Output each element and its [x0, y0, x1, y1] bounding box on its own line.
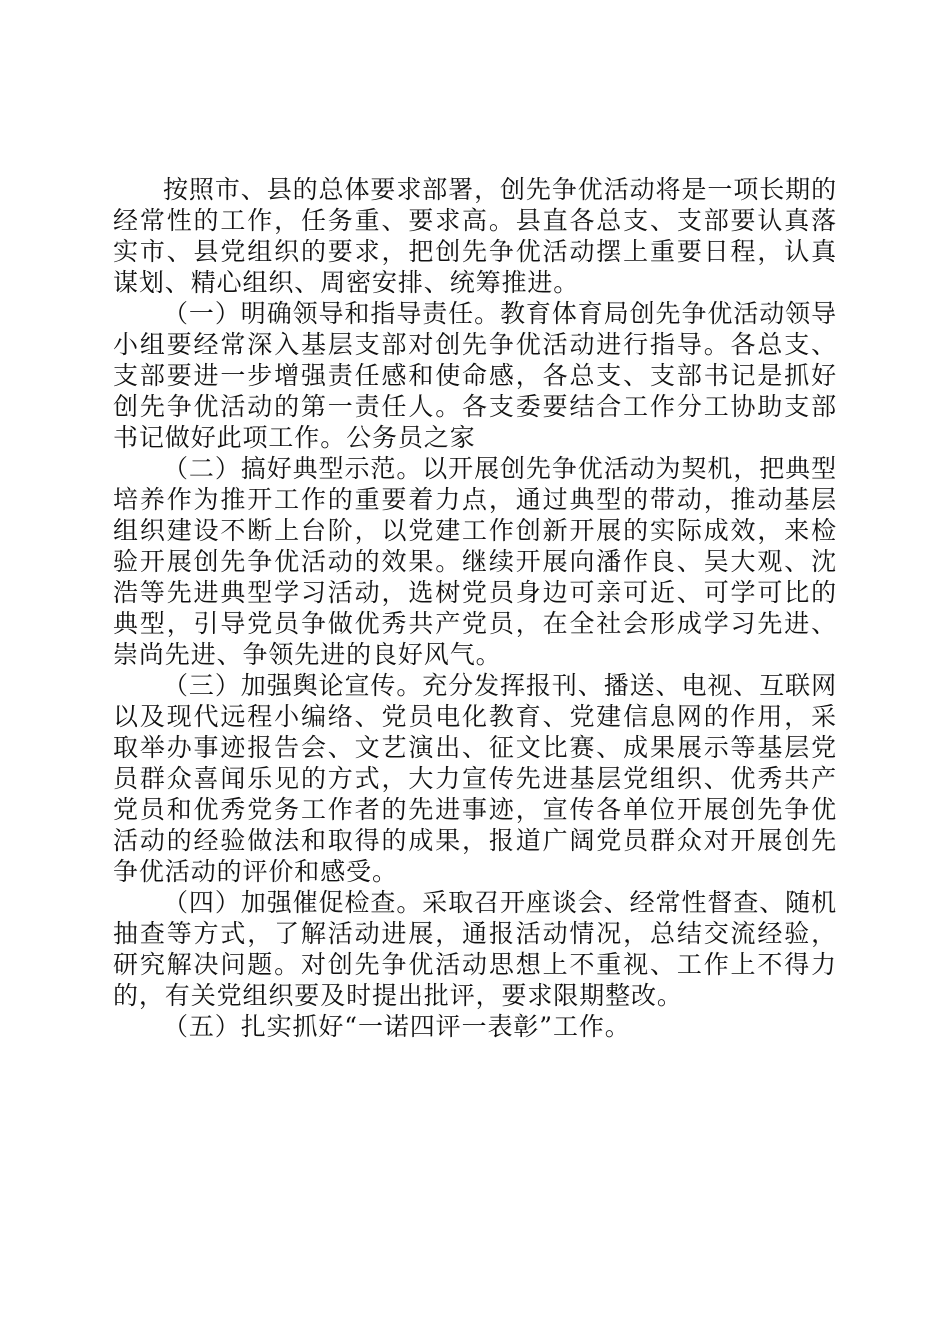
paragraph-typical-demonstration: （二）搞好典型示范。以开展创先争优活动为契机，把典型培养作为推开工作的重要着力点，通过典型的带动，推动基层组织建设不断上台阶，以党建工作创新开展的实际成效，来检验开展创先争优活动的效果。继续开展向潘作良、吴大观、沈浩等先进典型学习活动，选树党员身边可亲可近、可学可比的典型，引导党员争做优秀共产党员，在全社会形成学习先进、崇尚先进、争领先进的良好风气。 [113, 454, 837, 669]
document-body [113, 174, 837, 1042]
paragraph-commitment-evaluation: （五）扎实抓好“一诺四评一表彰”工作。 [163, 1012, 631, 1041]
paragraph-supervision-inspection: （四）加强催促检查。采取召开座谈会、经常性督查、随机抽查等方式，了解活动进展，通报活动情况，总结交流经验，研究解决问题。对创先争优活动思想上不重视、工作上不得力的，有关党组织要及时提出批评，要求限期整改。 [113, 888, 837, 1010]
paragraph-public-opinion: （三）加强舆论宣传。充分发挥报刊、播送、电视、互联网以及现代远程小编络、党员电化教育、党建信息网的作用，采取举办事迹报告会、文艺演出、征文比赛、成果展示等基层党员群众喜闻乐见的方式，大力宣传先进基层党组织、优秀共产党员和优秀党务工作者的先进事迹，宣传各单位开展创先争优活动的经验做法和取得的成果，报道广阔党员群众对开展创先争优活动的评价和感受。 [113, 671, 837, 886]
paragraph-leadership-responsibility: （一）明确领导和指导责任。教育体育局创先争优活动领导小组要经常深入基层支部对创先争优活动进行指导。各总支、支部要进一步增强责任感和使命感，各总支、支部书记是抓好创先争优活动的第一责任人。各支委要结合工作分工协助支部书记做好此项工作。公务员之家 [113, 299, 837, 452]
paragraph-intro: 按照市、县的总体要求部署，创先争优活动将是一项长期的经常性的工作，任务重、要求高。县直各总支、支部要认真落实市、县党组织的要求，把创先争优活动摆上重要日程，认真谋划、精心组织、周密安排、统筹推进。 [113, 175, 837, 297]
